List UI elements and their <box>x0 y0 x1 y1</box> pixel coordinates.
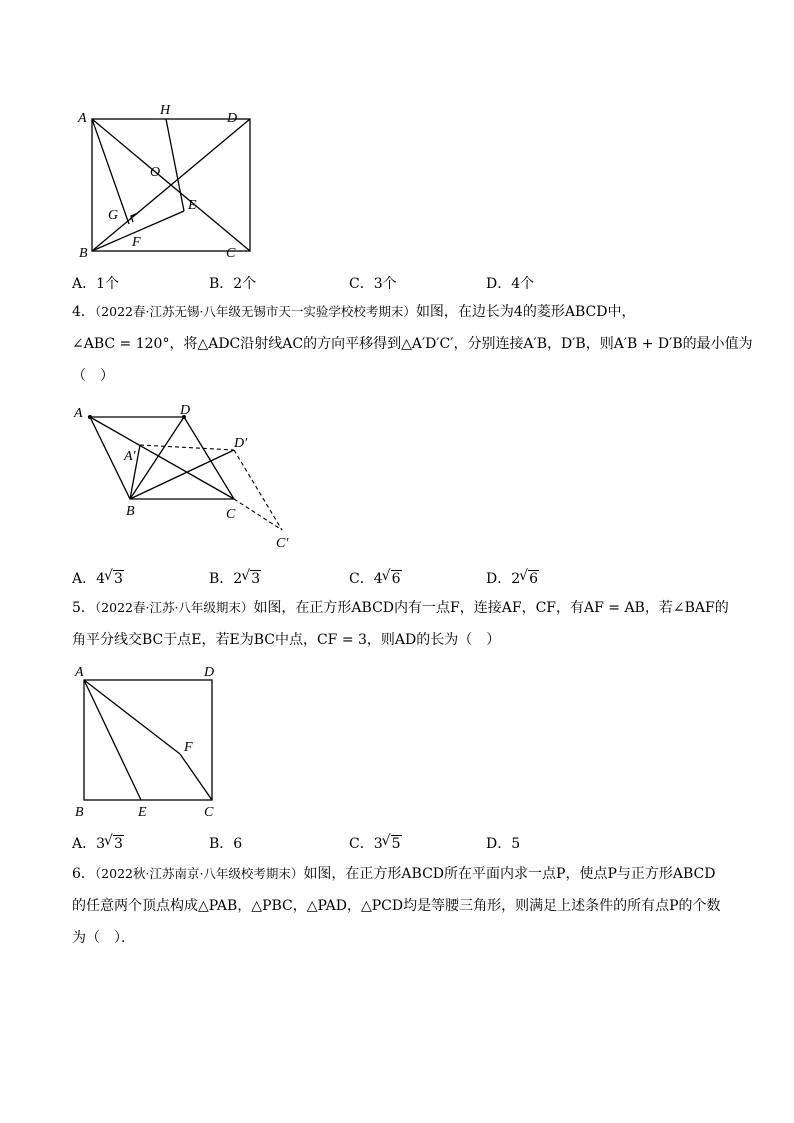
label-f: F <box>132 235 141 250</box>
label-e: E <box>138 805 147 820</box>
figure-square-point-f <box>70 662 230 822</box>
label-c: C <box>204 805 214 820</box>
label-d: D <box>180 403 191 418</box>
label-c-prime: C′ <box>276 536 289 551</box>
q4-stem-line1: 如图，在边长为4的菱形ABCD中， <box>415 304 636 320</box>
label-d-prime: D′ <box>234 436 248 451</box>
segment-he <box>166 119 184 211</box>
q4-options <box>72 568 772 588</box>
diagonal-ac <box>90 417 234 499</box>
segment-ae <box>84 680 141 800</box>
q3-option-c[interactable]: C．3个 <box>349 276 397 292</box>
segment-fc <box>180 754 212 800</box>
q5-options <box>72 833 772 853</box>
question-4 <box>72 296 753 392</box>
label-e: E <box>188 198 197 213</box>
label-b: B <box>75 805 84 820</box>
q4-stem-line3: （ ） <box>72 368 114 384</box>
q6-source: （2022秋·江苏南京·八年级校考期末） <box>94 866 304 881</box>
label-d: D <box>227 111 238 126</box>
q4-option-a[interactable]: A．4√ 3 <box>72 568 124 588</box>
q4-option-c[interactable]: C．4√ 6 <box>349 568 402 588</box>
label-c: C <box>226 246 236 261</box>
figure-square-abcd-diagonals <box>70 100 250 265</box>
q5-option-b[interactable]: B．6 <box>209 836 243 852</box>
label-b: B <box>79 246 88 261</box>
q6-number: 6． <box>72 866 95 882</box>
label-h: H <box>160 103 171 118</box>
q5-stem-line1: 如图，在正方形ABCD内有一点F，连接AF，CF，有AF = AB，若∠BAF的 <box>253 600 729 616</box>
q5-number: 5． <box>72 600 95 616</box>
q3-options <box>72 273 772 293</box>
q3-option-b[interactable]: B．2个 <box>209 276 257 292</box>
segment-ccp <box>234 499 282 530</box>
q3-option-d[interactable]: D．4个 <box>486 276 535 292</box>
q6-stem-line3: 为（ ）． <box>72 930 135 946</box>
question-5 <box>72 592 732 656</box>
segment-af <box>84 680 180 754</box>
segment-dpcp <box>234 450 282 530</box>
label-f: F <box>184 740 193 755</box>
q4-stem-line2: ∠ABC = 120°，将△ADC沿射线AC的方向平移得到△A′D′C′，分别连接A′B，D′B，则A′B + D′B的最小值为 <box>72 336 753 352</box>
label-a: A <box>74 406 83 421</box>
q4-number: 4． <box>72 304 95 320</box>
label-c: C <box>226 507 236 522</box>
q3-option-a[interactable]: A．1个 <box>72 276 120 292</box>
question-6 <box>72 858 732 954</box>
point-a <box>88 415 92 419</box>
label-b: B <box>126 504 135 519</box>
q5-option-d[interactable]: D．5 <box>486 836 521 852</box>
q4-source: （2022春·江苏无锡·八年级无锡市天一实验学校校考期末） <box>94 304 416 319</box>
label-d: D <box>204 665 215 680</box>
segment-apdp <box>140 445 234 450</box>
q6-stem-line1: 如图，在正方形ABCD所在平面内求一点P，使点P与正方形ABCD <box>303 866 716 882</box>
q5-option-a[interactable]: A．3√ 3 <box>72 833 124 853</box>
label-o: O <box>150 165 161 180</box>
label-g: G <box>108 208 119 223</box>
label-a: A <box>75 665 84 680</box>
q6-stem-line2: 的任意两个顶点构成△PAB，△PBC，△PAD，△PCD均是等腰三角形，则满足上述条件的所有点P的个数 <box>72 898 721 914</box>
square-outline <box>84 680 212 800</box>
label-a-prime: A′ <box>124 449 136 464</box>
q5-option-c[interactable]: C．3√ 5 <box>349 833 402 853</box>
q5-stem-line2: 角平分线交BC于点E，若E为BC中点，CF = 3，则AD的长为（ ） <box>72 632 501 648</box>
figure-rhombus-translation <box>70 400 310 555</box>
q4-option-d[interactable]: D．2√ 6 <box>486 568 539 588</box>
q4-option-b[interactable]: B．2√ 3 <box>209 568 261 588</box>
q5-source: （2022春·江苏·八年级期末） <box>94 600 254 615</box>
label-a: A <box>78 111 87 126</box>
